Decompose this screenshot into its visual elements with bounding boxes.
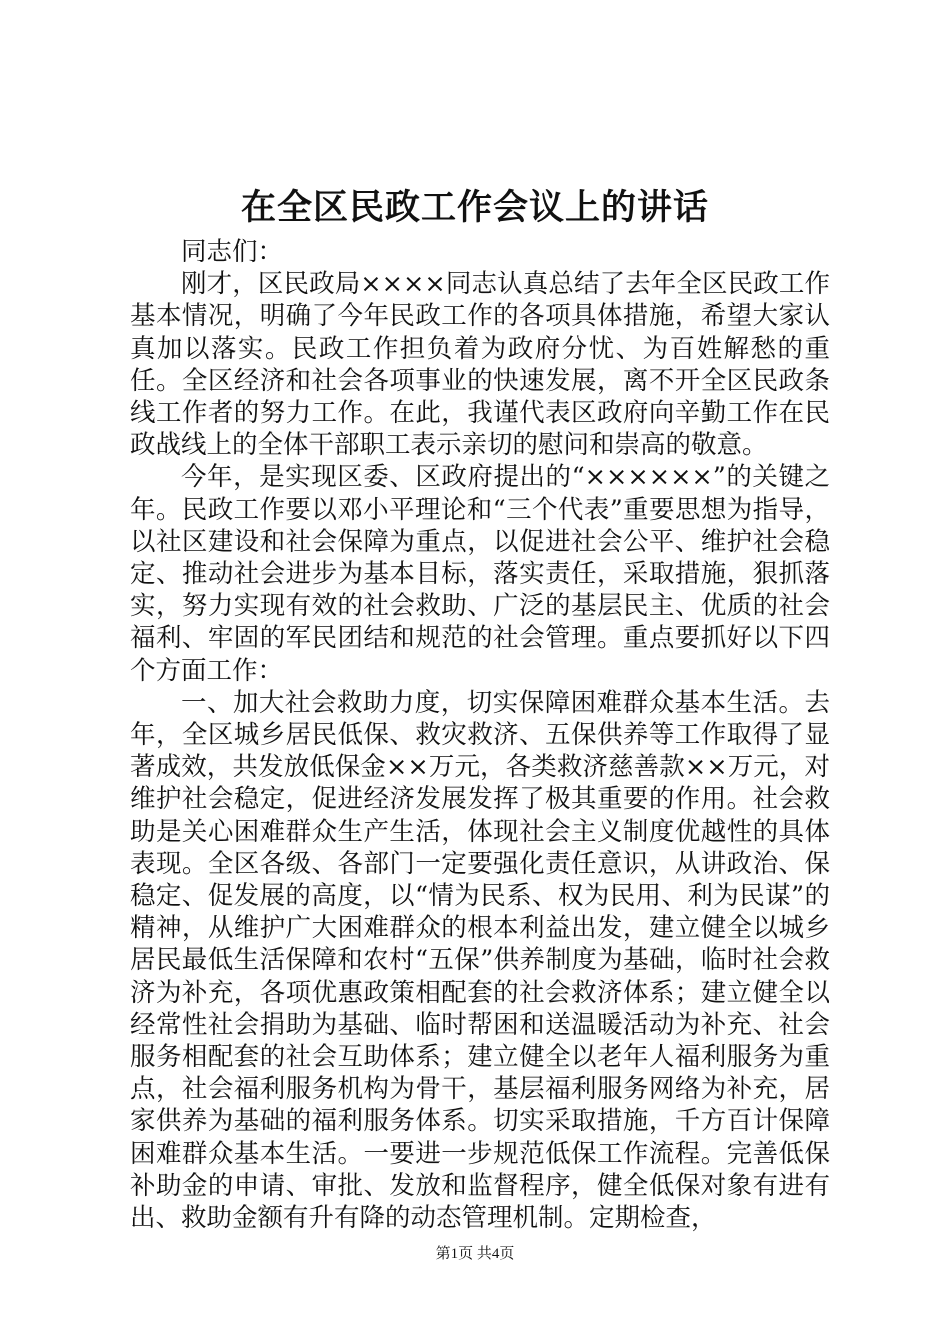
document-body bbox=[130, 236, 830, 1234]
page-footer: 第1页 共4页 bbox=[435, 1246, 515, 1262]
document-title: 在全区民政工作会议上的讲话 bbox=[240, 187, 709, 228]
salutation-paragraph: 同志们： bbox=[181, 237, 284, 267]
body-paragraph: 一、加大社会救助力度，切实保障困难群众基本生活。去年，全区城乡居民低保、救灾救济、五保供养等工作取得了显著成效，共发放低保金××万元，各类救济慈善款××万元，对维护社会稳定，促进经济发展发挥了极其重要的作用。社会救助是关心困难群众生产生活，体现社会主义制度优越性的具体表现。全区各级、各部门一定要强化责任意识，从讲政治、保稳定、促发展的高度，以“情为民系、权为民用、利为民谋”的精神，从维护广大困难群众的根本利益出发，建立健全以城乡居民最低生活保障和农村“五保”供养制度为基础，临时社会救济为补充，各项优惠政策相配套的社会救济体系；建立健全以经常性社会捐助为基础、临时帮困和送温暖活动为补充、社会服务相配套的社会互助体系；建立健全以老年人福利服务为重点，社会福利服务机构为骨干，基层福利服务网络为补充，居家供养为基础的福利服务体系。切实采取措施，千方百计保障困难群众基本生活。一要进一步规范低保工作流程。完善低保补助金的申请、审批、发放和监督程序，健全低保对象有进有出、救助金额有升有降的动态管理机制。定期检查， bbox=[130, 687, 830, 1234]
body-paragraph: 今年，是实现区委、区政府提出的“××××××”的关键之年。民政工作要以邓小平理论和“三个代表”重要思想为指导，以社区建设和社会保障为重点，以促进社会公平、维护社会稳定、推动社会进步为基本目标，落实责任，采取措施，狠抓落实，努力实现有效的社会救助、广泛的基层民主、优质的社会福利、牢固的军民团结和规范的社会管理。重点要抓好以下四个方面工作： bbox=[130, 462, 830, 686]
body-paragraph: 刚才，区民政局××××同志认真总结了去年全区民政工作基本情况，明确了今年民政工作的各项具体措施，希望大家认真加以落实。民政工作担负着为政府分忧、为百姓解愁的重任。全区经济和社会各项事业的快速发展，离不开全区民政条线工作者的努力工作。在此，我谨代表区政府向辛勤工作在民政战线上的全体干部职工表示亲切的慰问和崇高的敬意。 bbox=[130, 269, 830, 461]
